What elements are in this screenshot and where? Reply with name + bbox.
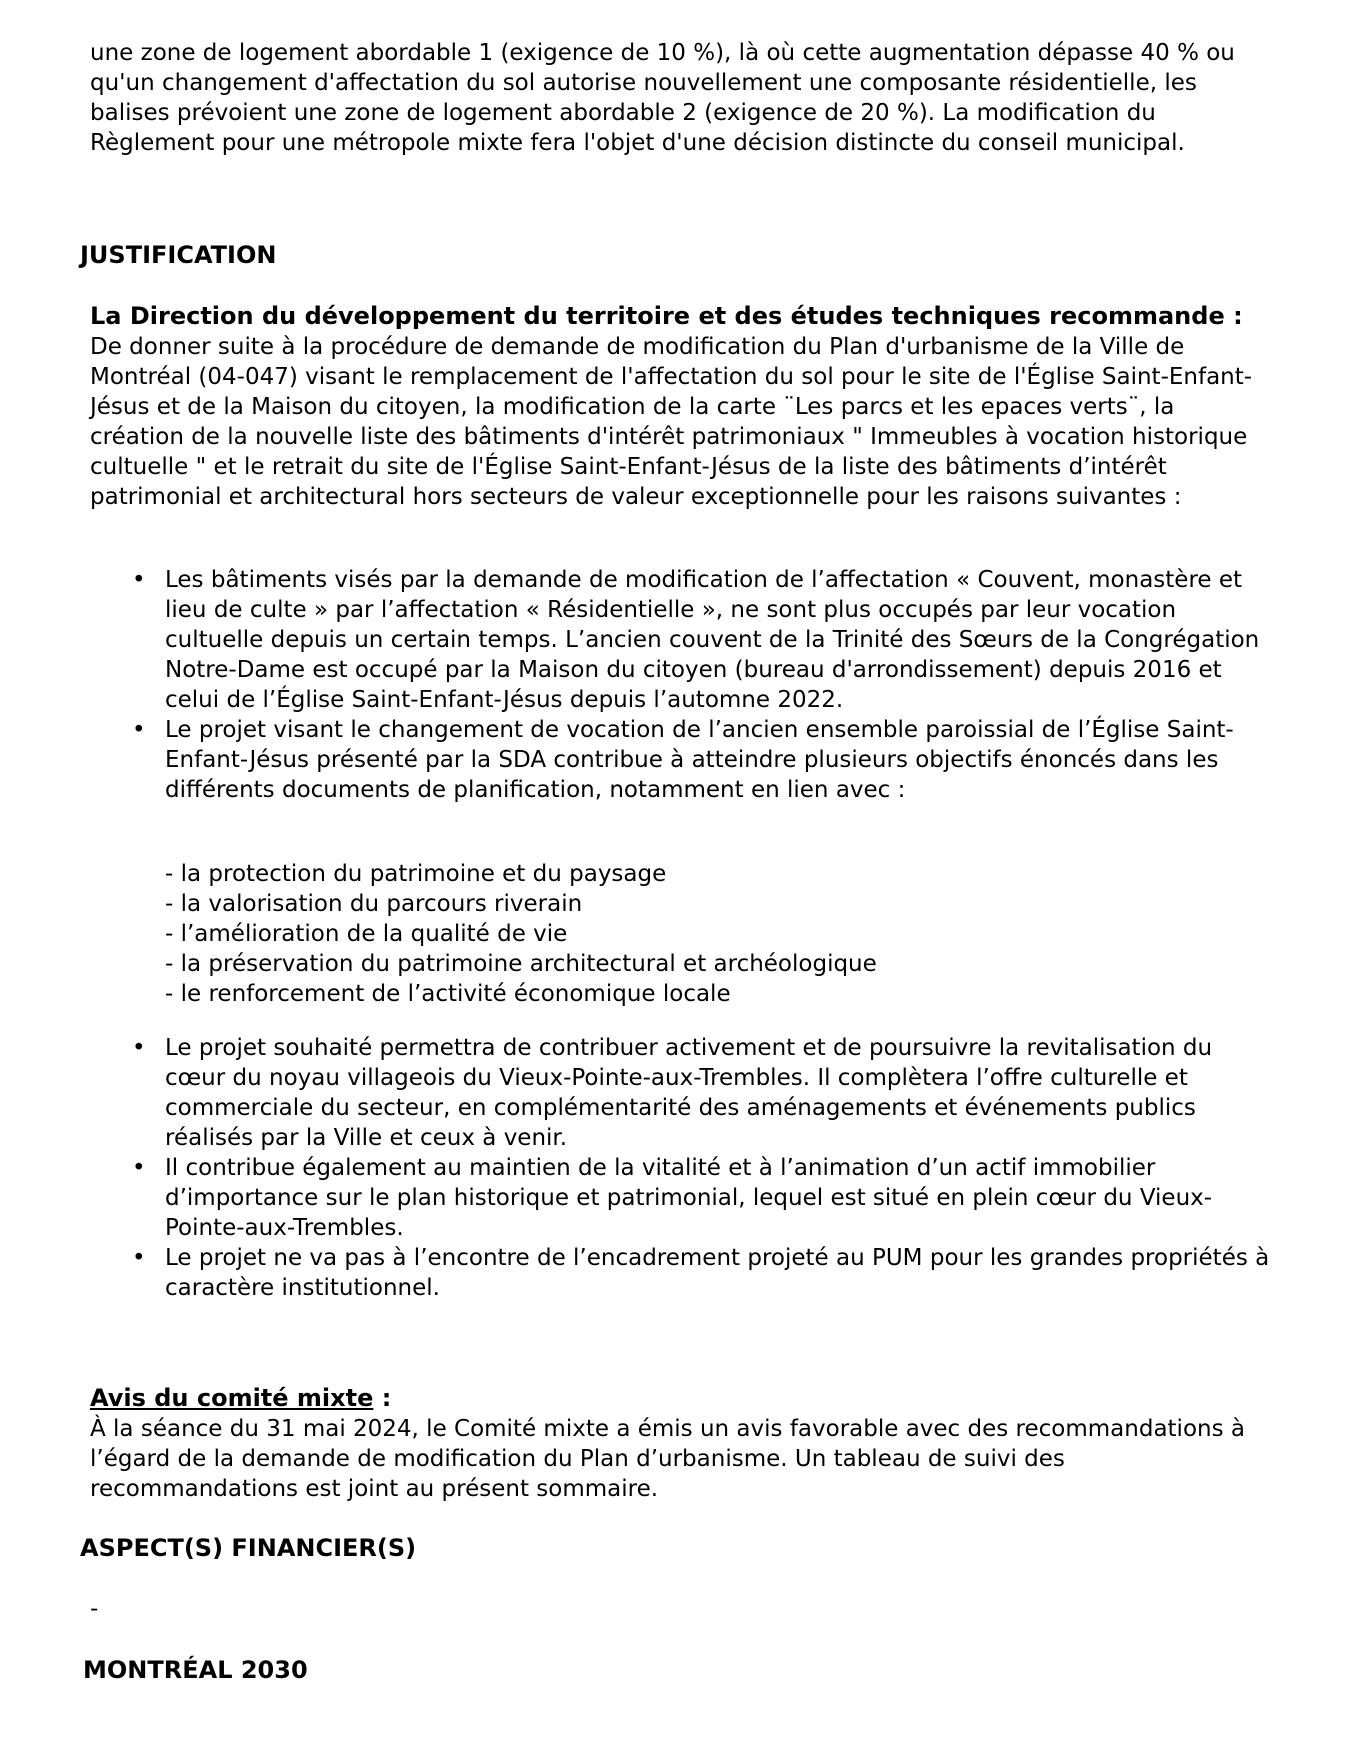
list-item: • Il contribue également au maintien de la vitalité et à l’animation d’un actif immobilier d’importance sur le plan historique et patrimonial, lequel est situé en plein cœur du Vieux-Pointe-aux-Trembles.: [90, 1153, 1275, 1243]
objectives-list: [165, 859, 1265, 1009]
comite-text: À la séance du 31 mai 2024, le Comité mixte a émis un avis favorable avec des recommandations à l’égard de la demande de modification du Plan d’urbanisme. Un tableau de suivi des recommandations est joint au présent sommaire.: [90, 1416, 1245, 1502]
financier-value: -: [90, 1596, 99, 1622]
comite-title-suffix: :: [373, 1384, 392, 1412]
recommendation-block: [90, 301, 1275, 512]
list-item: - la protection du patrimoine et du paysage: [165, 861, 667, 887]
list-item: - la préservation du patrimoine architectural et archéologique: [165, 951, 877, 977]
comite-block: [90, 1383, 1275, 1504]
list-item: • Le projet ne va pas à l’encontre de l’encadrement projeté au PUM pour les grandes propriétés à caractère institutionnel.: [90, 1243, 1275, 1303]
justification-heading: JUSTIFICATION: [80, 241, 277, 269]
list-item: - l’amélioration de la qualité de vie: [165, 921, 568, 947]
list-item: - le renforcement de l’activité économique locale: [165, 981, 731, 1007]
financier-heading: ASPECT(S) FINANCIER(S): [80, 1534, 417, 1562]
recommendation-lead: La Direction du développement du territoire et des études techniques recommande :: [90, 302, 1243, 330]
recommendation-text: De donner suite à la procédure de demande de modification du Plan d'urbanisme de la Ville de Montréal (04-047) visant le remplacement de l'affectation du sol pour le site de l'Église Saint-Enfant-Jésus et de la Maison du citoyen, la modification de la carte ¨Les parcs et les epaces verts¨, la création de la nouvelle liste des bâtiments d'intérêt patrimoniaux " Immeubles à vocation historique cultuelle " et le retrait du site de l'Église Saint-Enfant-Jésus de la liste des bâtiments d’intérêt patrimonial et architectural hors secteurs de valeur exceptionnelle pour les raisons suivantes :: [90, 334, 1253, 510]
list-item: • Les bâtiments visés par la demande de modification de l’affectation « Couvent, monastère et lieu de culte » par l’affectation « Résidentielle », ne sont plus occupés par leur vocation cultuelle depuis un certain temps. L’ancien couvent de la Trinité des Sœurs de la Congrégation Notre-Dame est occupé par la Maison du citoyen (bureau d'arrondissement) depuis 2016 et celui de l’Église Saint-Enfant-Jésus depuis l’automne 2022.: [90, 565, 1275, 715]
list-item: • Le projet visant le changement de vocation de l’ancien ensemble paroissial de l’Église Saint-Enfant-Jésus présenté par la SDA contribue à atteindre plusieurs objectifs énoncés dans les différents documents de planification, notamment en lien avec :: [90, 715, 1275, 805]
list-item: • Le projet souhaité permettra de contribuer activement et de poursuivre la revitalisation du cœur du noyau villageois du Vieux-Pointe-aux-Trembles. Il complètera l’offre culturelle et commerciale du secteur, en complémentarité des aménagements et événements publics réalisés par la Ville et ceux à venir.: [90, 1033, 1275, 1153]
reasons-list-b: [90, 1033, 1275, 1303]
reasons-list-a: [90, 565, 1275, 805]
montreal-heading: MONTRÉAL 2030: [83, 1656, 308, 1684]
intro-paragraph: une zone de logement abordable 1 (exigence de 10 %), là où cette augmentation dépasse 40 % ou qu'un changement d'affectation du sol autorise nouvellement une composante résidentielle, les balises prévoient une zone de logement abordable 2 (exigence de 20 %). La modification du Règlement pour une métropole mixte fera l'objet d'une décision distincte du conseil municipal.: [90, 40, 1235, 156]
list-item: - la valorisation du parcours riverain: [165, 891, 583, 917]
comite-title: Avis du comité mixte: [90, 1384, 374, 1412]
